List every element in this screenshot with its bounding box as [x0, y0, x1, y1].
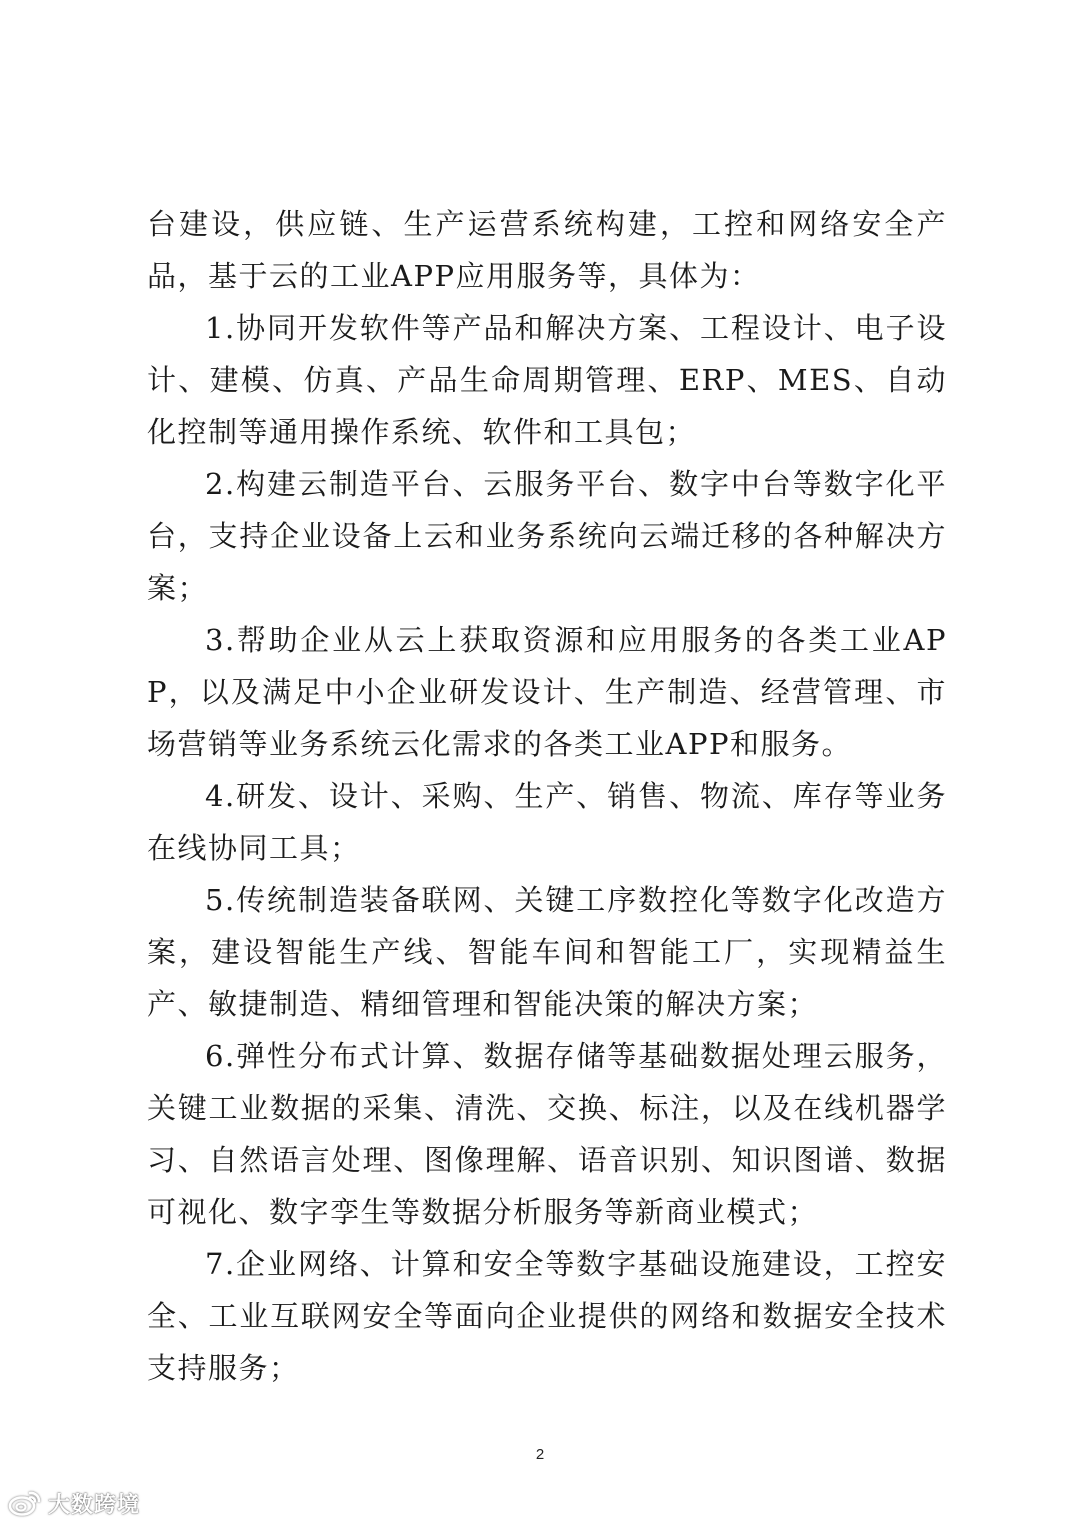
watermark: [8, 1488, 140, 1518]
page-number: 2: [535, 1446, 545, 1463]
paragraph-continuation: 台建设，供应链、生产运营系统构建，工控和网络安全产品，基于云的工业APP应用服务等，具体为：: [147, 207, 947, 293]
paragraph-item-7: 7.企业网络、计算和安全等数字基础设施建设，工控安全、工业互联网安全等面向企业提供的网络和数据安全技术支持服务；: [147, 1247, 947, 1385]
paragraph-item-3: 3.帮助企业从云上获取资源和应用服务的各类工业APP，以及满足中小企业研发设计、生产制造、经营管理、市场营销等业务系统云化需求的各类工业APP和服务。: [147, 623, 947, 761]
paragraph-item-1: 1.协同开发软件等产品和解决方案、工程设计、电子设计、建模、仿真、产品生命周期管理、ERP、MES、自动化控制等通用操作系统、软件和工具包；: [147, 311, 947, 449]
paragraph-item-5: 5.传统制造装备联网、关键工序数控化等数字化改造方案，建设智能生产线、智能车间和智能工厂，实现精益生产、敏捷制造、精细管理和智能决策的解决方案；: [147, 883, 947, 1021]
weibo-logo-icon: [8, 1489, 42, 1517]
watermark-text: 大数跨境: [48, 1492, 141, 1518]
paragraph-item-4: 4.研发、设计、采购、生产、销售、物流、库存等业务在线协同工具；: [147, 779, 947, 865]
paragraph-item-6: 6.弹性分布式计算、数据存储等基础数据处理云服务，关键工业数据的采集、清洗、交换、标注，以及在线机器学习、自然语言处理、图像理解、语音识别、知识图谱、数据可视化、数字孪生等数据分析服务等新商业模式；: [147, 1039, 947, 1229]
document-body: [147, 198, 947, 1394]
paragraph-item-2: 2.构建云制造平台、云服务平台、数字中台等数字化平台，支持企业设备上云和业务系统向云端迁移的各种解决方案；: [147, 467, 947, 605]
